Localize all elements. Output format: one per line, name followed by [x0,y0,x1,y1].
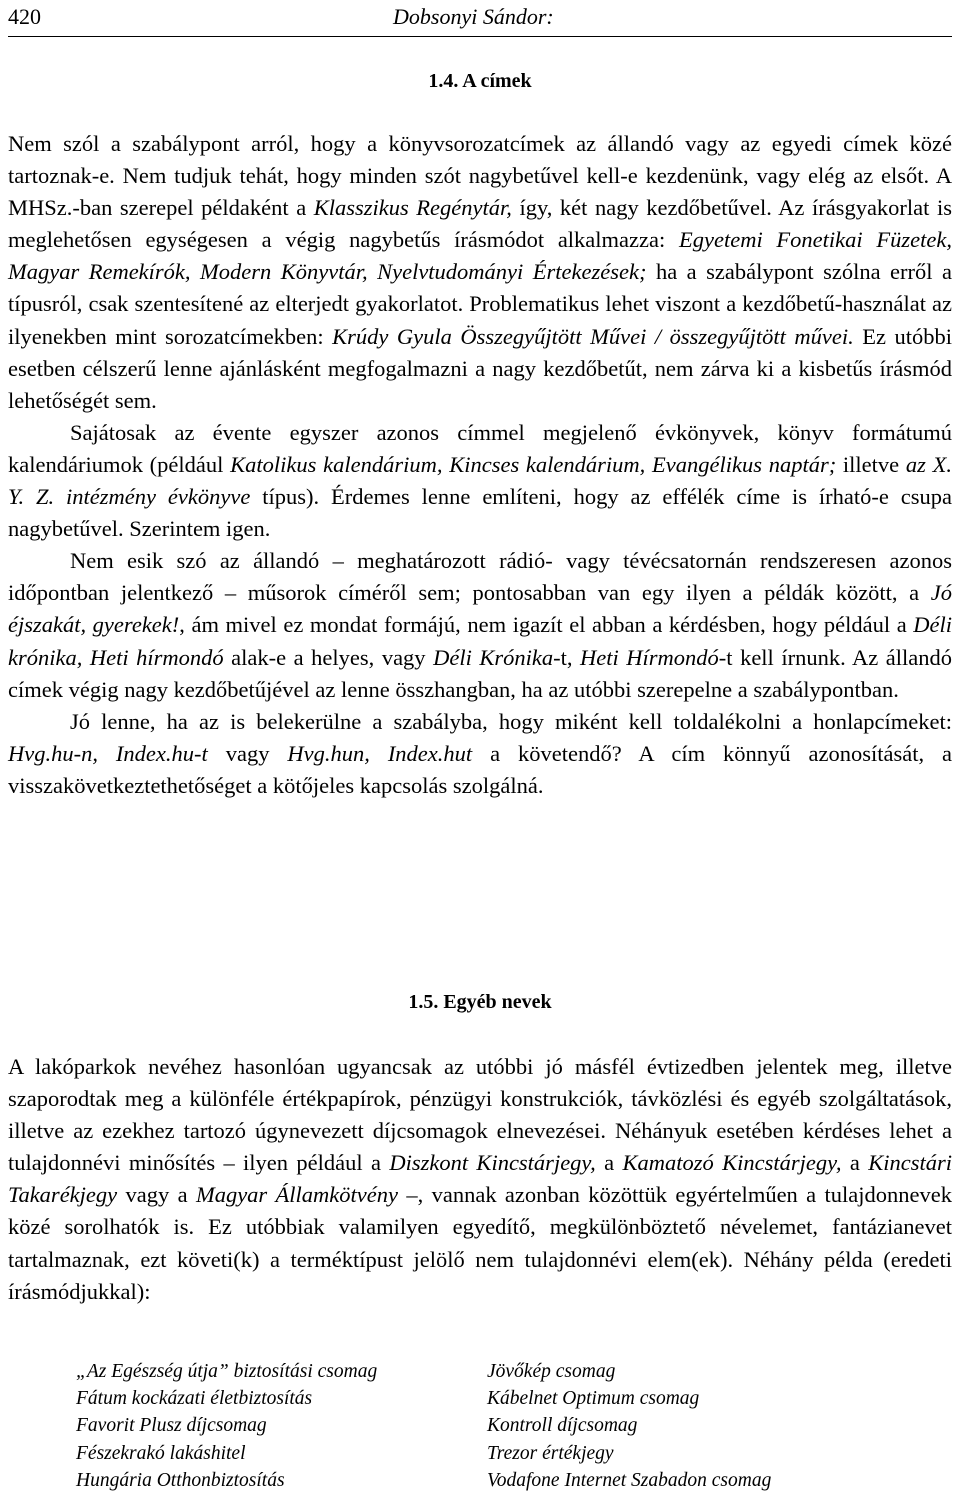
text-run: vagy [207,740,288,766]
list-item: „Az Egészség útja” biztosítási csomag [76,1361,378,1382]
text-run: Sajátosak az évente egyszer azonos címmel megjelenő évkönyvek, könyv formátumú kalendáriumok (például [8,419,952,477]
italic-title: Diszkont Kincstárjegy, [389,1150,596,1176]
text-run: a követendő? A cím könnyű azonosítását, a visszakövetkeztethetőséget a kötőjeles kapcsolás szolgálná. [8,740,952,798]
italic-title: Jó éjszakát, gyerekek! [8,580,952,638]
examples-list-left [76,1358,377,1494]
text-run: Jó lenne, ha az is belekerülne a szabályba, hogy miként kell toldalékolni a honlapcímeket: [70,708,952,734]
section-1-5-body [8,1051,952,1308]
italic-title: Magyar Államkötvény [195,1182,398,1208]
paragraph-5 [8,1051,952,1308]
text-run: vagy a [117,1182,196,1208]
running-header [8,0,952,37]
text-run: a [595,1150,623,1176]
section-title-1-4: 1.4. A címek [428,70,532,92]
italic-title: Katolikus kalendárium, Kincses kalendárium, Evangélikus naptár; [230,451,837,477]
list-item: Kontroll díjcsomag [487,1415,638,1437]
italic-title: Hvg.hu-n, Index.hu-t [8,740,208,766]
text-run: -t, [553,644,581,670]
italic-title: Kincstári Takarékjegy [8,1150,952,1208]
list-item: Vodafone Internet Szabadon csomag [487,1469,772,1491]
text-run: A lakóparkok nevéhez hasonlóan ugyancsak az utóbbi jó másfél évtizedben jelentek meg, illetve szaporodtak meg a különféle értékpapírok, pénzügyi konstrukciók, távközlési és egyéb szolgáltatások, illetve az ezekhez tartozó úgynevezett díjcsomagok elnevezései. Néhányuk esetében kérdéses lehet a tulajdonnévi minősítés – ilyen például a [8,1054,952,1176]
paragraph-3 [8,545,952,705]
paragraph-1 [8,128,952,417]
page-number: 420 [8,4,41,29]
paragraph-2 [8,417,952,545]
list-item: Favorit Plusz díjcsomag [76,1415,267,1437]
text-run: Nem szól a szabálypont arról, hogy a könyvsorozatcímek az állandó vagy az egyedi címek közé tartoznak-e. Nem tudjuk tehát, hogy minden szót nagybetűvel kell-e kezdenünk, vagy elég az elsőt. A MHSz.-ban szerepel példaként a [8,131,952,221]
text-run: , ám mivel ez mondat formájú, nem igazít el abban a kérdésben, hogy például a [179,612,914,638]
text-run: alak-e a helyes, vagy [223,644,434,670]
list-item: Fátum kockázati életbiztosítás [76,1388,313,1410]
list-item: Hungária Otthonbiztosítás [76,1469,285,1491]
list-item: Fészekrakó lakáshitel [76,1442,246,1464]
text-run: -t kell írnunk. Az állandó címek végig nagy kezdőbetűjével az lenne összhangban, ha az utóbbi szerepelne a szabálypontban. [8,644,952,702]
paragraph-4 [8,706,952,802]
italic-title: Egyetemi Fonetikai Füzetek, Magyar Remekírók, Modern Könyvtár, Nyelvtudományi Értekezések; [8,227,952,285]
text-run: illetve [836,451,906,477]
text-run: a [841,1150,869,1176]
text-run: így, két nagy kezdőbetűvel. Az írásgyakorlat is meglehetősen egységesen a végig nagybetűs írásmódot alkalmazza: [8,195,952,253]
italic-title: Déli Krónika [433,644,554,670]
text-run: ha a szabálypont szólna erről a típusról, csak szentesítené az elterjedt gyakorlatot. Problematikus lehet viszont a kezdőbetű-használat az ilyenekben mint sorozatcímekben: [8,259,952,349]
section-title-1-5: 1.5. Egyéb nevek [408,991,552,1013]
italic-title: Krúdy Gyula Összegyűjtött Művei / összegyűjtött művei. [332,323,854,349]
list-item: Kábelnet Optimum csomag [487,1388,700,1410]
text-run: Ez utóbbi esetben célszerű lenne ajánlásként megfogalmazni a nagy kezdőbetűt, nem zárva ki a kisbetűs írásmód lehetőségét sem. [8,323,953,413]
examples-list-right [487,1358,771,1494]
italic-title: Kamatozó Kincstárjegy, [622,1150,842,1176]
italic-title: Hvg.hun, Index.hut [287,740,473,766]
text-run: –, vannak azonban közöttük egyértelműen a tulajdonnevek közé sorolhatók is. Ez utóbbiak valamilyen egyedítő, megkülönböztető névelemet, fantázianevet tartalmaznak, ezt követi(k) a terméktípust jelölő nem tulajdonnévi elem(ek). Néhány példa (eredeti írásmódjukkal): [8,1182,952,1304]
text-run: típus). Érdemes lenne említeni, hogy az effélék címe is írható-e csupa nagybetűvel. Szerintem igen. [8,484,952,542]
italic-title: az X. Y. Z. intézmény évkönyve [8,451,952,510]
section-1-4-body [8,128,952,802]
running-author: Dobsonyi Sándor: [393,4,554,29]
italic-title: Heti Hírmondó [580,644,719,670]
list-item: Trezor értékjegy [487,1442,614,1464]
italic-title: Klasszikus Regénytár, [313,195,512,221]
italic-title: Déli krónika, Heti hírmondó [8,612,953,670]
text-run: Nem esik szó az állandó – meghatározott rádió- vagy tévécsatornán rendszeresen azonos időpontban jelentkező – műsorok címéről sem; pontosabban van egy ilyen a példák között, a [8,548,952,606]
list-item: Jövőkép csomag [487,1361,616,1382]
